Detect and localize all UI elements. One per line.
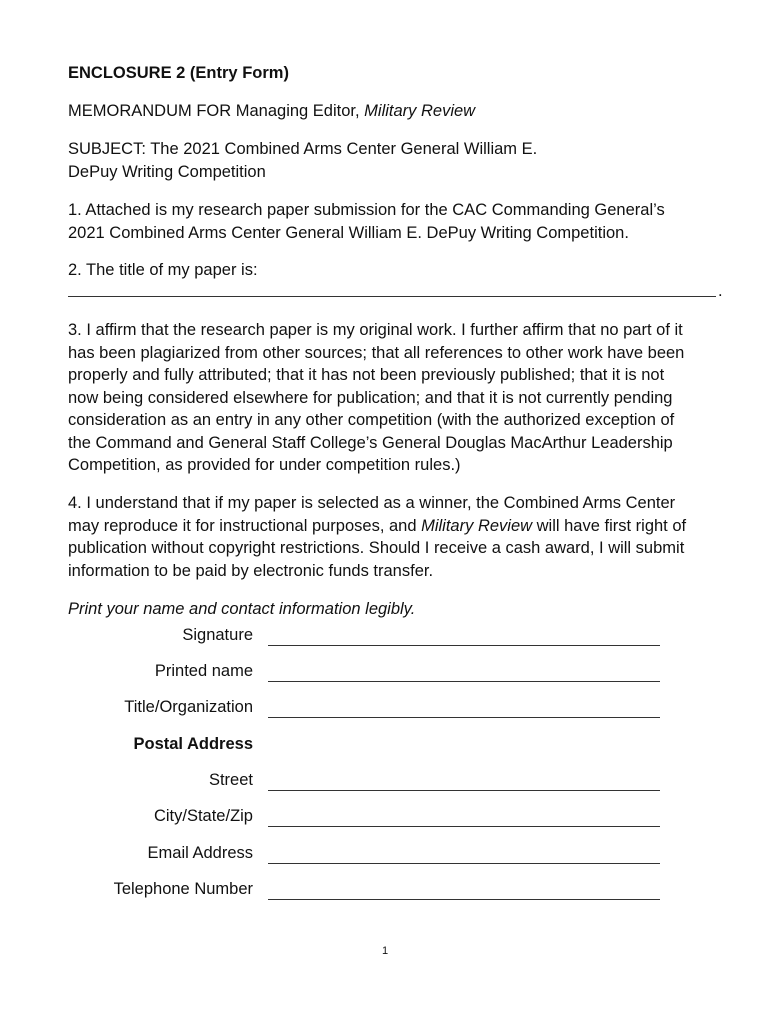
para3-line: has been plagiarized from other sources; that all references to other work have been [68, 343, 685, 362]
telephone-row [0, 880, 770, 904]
para4-line: will have first right of [532, 516, 687, 535]
paragraph-2 [68, 259, 723, 300]
city-state-zip-field[interactable] [268, 826, 660, 827]
paper-title-field[interactable] [68, 282, 716, 297]
memo-publication: Military Review [364, 102, 476, 120]
street-field[interactable] [268, 790, 660, 791]
title-org-field[interactable] [268, 717, 660, 718]
telephone-field[interactable] [268, 899, 660, 900]
email-label: Email Address [147, 844, 253, 862]
title-org-row [0, 698, 770, 722]
email-row [0, 844, 770, 868]
memorandum-line [68, 100, 475, 123]
telephone-label: Telephone Number [113, 880, 253, 898]
memo-prefix: MEMORANDUM FOR Managing Editor, [68, 102, 365, 120]
paper-title-period: . [718, 282, 723, 300]
signature-label: Signature [182, 626, 253, 644]
para1-line: 1. Attached is my research paper submission for the CAC Commanding General’s [68, 201, 665, 219]
enclosure-heading: ENCLOSURE 2 (Entry Form) [68, 64, 289, 82]
email-field[interactable] [268, 863, 660, 864]
para4-line: publication without copyright restrictions. Should I receive a cash award, I will submit [68, 539, 685, 557]
postal-address-heading: Postal Address [133, 735, 253, 753]
printed-name-row [0, 662, 770, 686]
page-number: 1 [381, 945, 389, 957]
paragraph-1 [68, 199, 665, 244]
paper-title-label: 2. The title of my paper is: [68, 261, 258, 279]
printed-name-label: Printed name [154, 662, 253, 680]
printed-name-field[interactable] [268, 681, 660, 682]
street-row [0, 771, 770, 795]
postal-address-row [0, 735, 770, 759]
street-label: Street [208, 771, 253, 789]
para3-line: the Command and General Staff College’s General Douglas MacArthur Leadership [68, 433, 673, 452]
subject-line-2: DePuy Writing Competition [68, 162, 266, 181]
signature-row [0, 626, 770, 650]
subject-block [68, 138, 537, 183]
para3-line: Competition, as provided for under competition rules.) [68, 456, 461, 474]
contact-instruction: Print your name and contact information legibly. [68, 600, 416, 618]
para4-line: may reproduce it for instructional purposes, and [68, 516, 422, 535]
para3-line: now being considered elsewhere for publication; and that it is not currently pending [68, 388, 673, 407]
title-org-label: Title/Organization [124, 698, 253, 716]
paragraph-3 [68, 319, 684, 477]
para3-line: consideration as an entry in any other competition (with the authorized exception of [68, 411, 675, 429]
para4-line: 4. I understand that if my paper is selected as a winner, the Combined Arms Center [68, 494, 676, 512]
signature-field[interactable] [268, 645, 660, 646]
para4-line: information to be paid by electronic funds transfer. [68, 561, 434, 580]
paragraph-4 [68, 492, 686, 582]
city-state-zip-label: City/State/Zip [153, 807, 253, 825]
para1-line: 2021 Combined Arms Center General William E. DePuy Writing Competition. [68, 223, 629, 242]
city-state-zip-row [0, 807, 770, 831]
para3-line: properly and fully attributed; that it has not been previously published; that it is not [68, 366, 665, 384]
subject-line-1: SUBJECT: The 2021 Combined Arms Center General William E. [68, 140, 538, 158]
para3-line: 3. I affirm that the research paper is my original work. I further affirm that no part of it [68, 321, 683, 339]
para4-publication: Military Review [421, 516, 533, 535]
